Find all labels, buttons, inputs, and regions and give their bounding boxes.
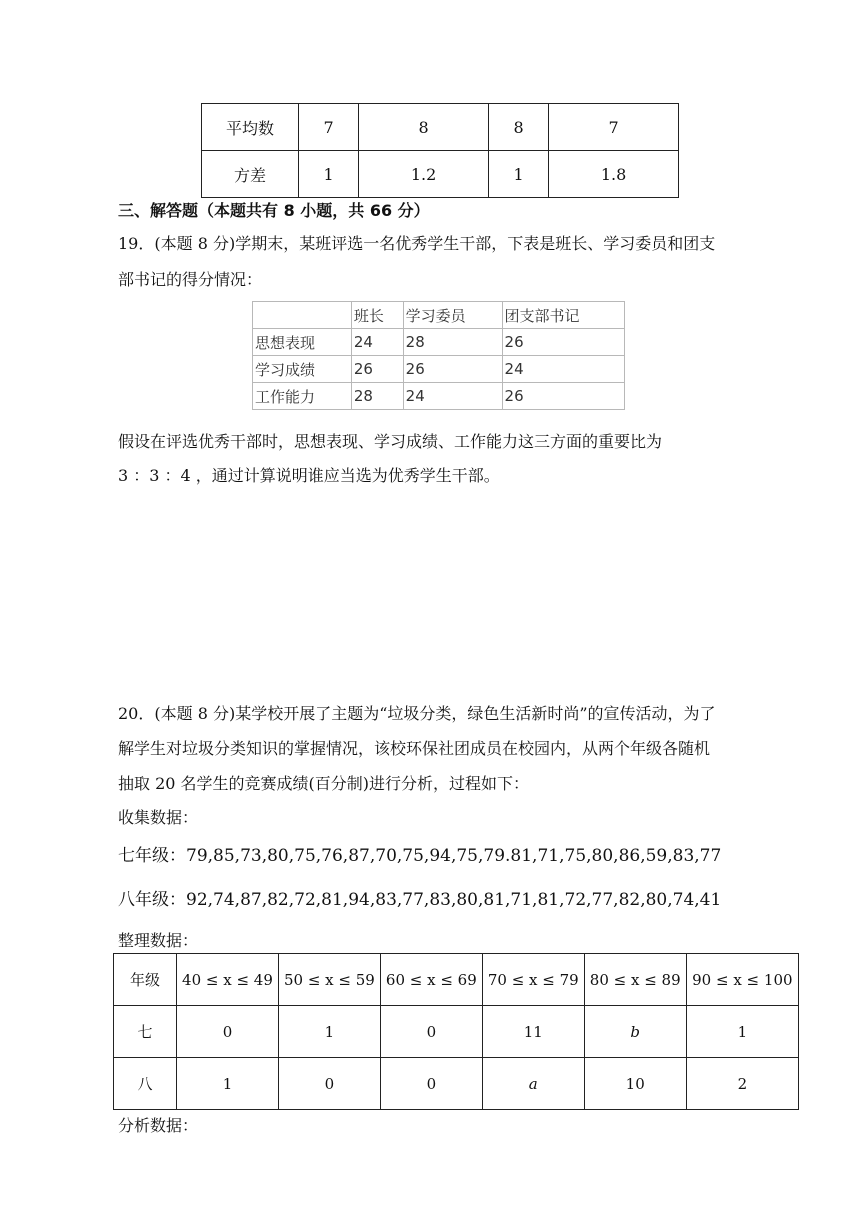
table-cell: 24 (502, 356, 624, 383)
table-header-cell: 50 ≤ x ≤ 59 (278, 954, 380, 1006)
table-cell: 8 (359, 104, 489, 151)
q19-text-line: 假设在评选优秀干部时，思想表现、学习成绩、工作能力这三方面的重要比为 (118, 432, 663, 451)
row-label: 方差 (202, 151, 299, 198)
table-cell: 26 (502, 383, 624, 410)
table-header-row (253, 302, 625, 329)
table-cell: 八 (114, 1058, 177, 1110)
table-row (114, 1006, 799, 1058)
q20-text-line: 解学生对垃圾分类知识的掌握情况，该校环保社团成员在校园内，从两个年级各随机 (118, 739, 711, 758)
grade7-scores: 七年级：79,85,73,80,75,76,87,70,75,94,75,79.81,71,75,80,86,59,83,77 (118, 846, 722, 866)
table-cell: 24 (403, 383, 502, 410)
table-row (253, 356, 625, 383)
table-cell: 26 (403, 356, 502, 383)
table-cell: 11 (482, 1006, 584, 1058)
table-cell: 1.2 (359, 151, 489, 198)
table-cell: a (482, 1058, 584, 1110)
table-cell: 1 (177, 1058, 279, 1110)
table-row (202, 104, 679, 151)
table-cell: 1 (686, 1006, 798, 1058)
table-cell: 28 (351, 383, 403, 410)
table-cell: 0 (177, 1006, 279, 1058)
collect-data-label: 收集数据： (118, 808, 199, 827)
table-cell: 28 (403, 329, 502, 356)
q20-frequency-table (113, 953, 799, 1110)
table-cell: 7 (299, 104, 359, 151)
table-cell: 8 (488, 104, 548, 151)
analyze-data-label: 分析数据： (118, 1116, 199, 1135)
table-cell: b (584, 1006, 686, 1058)
table-cell: 工作能力 (253, 383, 352, 410)
table-header-cell: 年级 (114, 954, 177, 1006)
table-cell: 10 (584, 1058, 686, 1110)
q19-text-line: 部书记的得分情况： (118, 270, 263, 289)
table-header-cell: 70 ≤ x ≤ 79 (482, 954, 584, 1006)
table-cell: 0 (380, 1006, 482, 1058)
table-header-cell (253, 302, 352, 329)
table-cell: 24 (351, 329, 403, 356)
table-header-row (114, 954, 799, 1006)
table-header-cell: 班长 (351, 302, 403, 329)
stats-table (201, 103, 679, 198)
table-cell: 26 (351, 356, 403, 383)
table-cell: 0 (380, 1058, 482, 1110)
table-cell: 1.8 (549, 151, 679, 198)
q19-text-line: 19．(本题 8 分)学期末，某班评选一名优秀学生干部，下表是班长、学习委员和团支 (118, 234, 716, 253)
table-cell: 1 (299, 151, 359, 198)
q20-text-line: 20．(本题 8 分)某学校开展了主题为“垃圾分类，绿色生活新时尚”的宣传活动，为了 (118, 704, 716, 723)
table-header-cell: 学习委员 (403, 302, 502, 329)
table-header-cell: 40 ≤ x ≤ 49 (177, 954, 279, 1006)
table-header-cell: 60 ≤ x ≤ 69 (380, 954, 482, 1006)
q20-text-line: 抽取 20 名学生的竞赛成绩(百分制)进行分析，过程如下： (118, 774, 530, 793)
table-cell: 2 (686, 1058, 798, 1110)
table-cell: 学习成绩 (253, 356, 352, 383)
table-row (202, 151, 679, 198)
table-cell: 七 (114, 1006, 177, 1058)
table-cell: 26 (502, 329, 624, 356)
table-cell: 思想表现 (253, 329, 352, 356)
row-label: 平均数 (202, 104, 299, 151)
table-cell: 0 (278, 1058, 380, 1110)
table-cell: 7 (549, 104, 679, 151)
organize-data-label: 整理数据： (118, 931, 199, 950)
table-header-cell: 80 ≤ x ≤ 89 (584, 954, 686, 1006)
q19-score-table (252, 301, 625, 410)
q19-text-line: 3 ：3 ：4 ，通过计算说明谁应当选为优秀学生干部。 (118, 466, 500, 485)
table-row (253, 329, 625, 356)
grade8-scores: 八年级：92,74,87,82,72,81,94,83,77,83,80,81,71,81,72,77,82,80,74,41 (118, 890, 722, 910)
table-header-cell: 90 ≤ x ≤ 100 (686, 954, 798, 1006)
table-row (253, 383, 625, 410)
table-header-cell: 团支部书记 (502, 302, 624, 329)
section-title: 三、解答题（本题共有 8 小题，共 66 分） (118, 201, 430, 220)
table-row (114, 1058, 799, 1110)
table-cell: 1 (278, 1006, 380, 1058)
table-cell: 1 (488, 151, 548, 198)
